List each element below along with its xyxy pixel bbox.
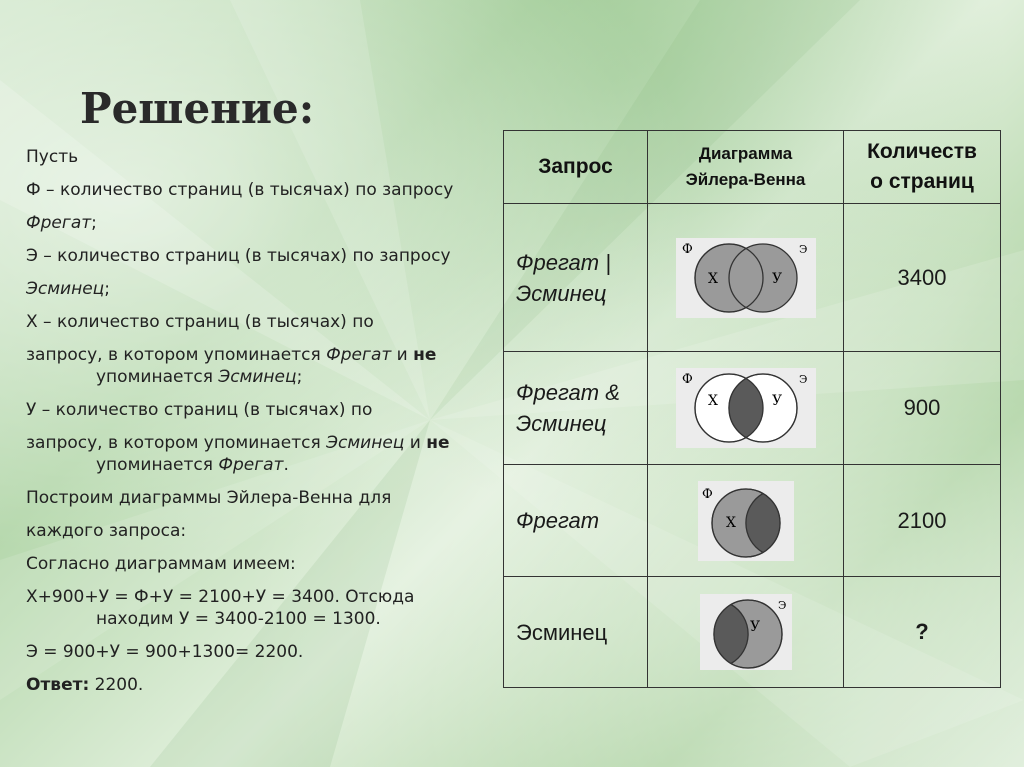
def-y2-text: запросу, в котором упоминается [26,433,327,453]
count-value: ? [915,619,929,644]
venn-label-f: Ф [681,372,693,387]
def-y-line2 [26,432,498,454]
def-f-word: Фрегат [26,213,92,233]
answer-label: Ответ: [26,675,90,695]
query-cell [504,352,648,465]
def-e-word: Эсминец [26,279,105,299]
def-y-line1 [26,399,498,421]
def-f-text: Ф – количество страниц (в тысячах) по запросу [26,180,454,200]
equation-line2 [26,608,498,630]
eq3-text: Э = 900+У = 900+1300= 2200. [26,642,304,662]
eq2-text: находим У = 3400-2100 = 1300. [96,609,381,629]
count-value: 900 [903,395,941,420]
def-x3-text: упоминается [96,367,219,387]
slide-title: Решение: [80,84,315,133]
header-diagram [648,131,844,204]
table-header-row [504,131,1001,204]
venn-label-y: У [749,619,760,635]
header-query-text: Запрос [538,155,613,178]
query-line: Эсминец [516,280,607,306]
def-y1-text: У – количество страниц (в тысячах) по [26,400,373,420]
def-x1-text: Х – количество страниц (в тысячах) по [26,312,374,332]
query-line: Фрегат & [516,380,620,405]
build-line1 [26,487,498,509]
def-x2-and: и [391,345,414,365]
accord-text: Согласно диаграммам имеем: [26,554,296,574]
header-count-line1: Количеств [867,140,977,163]
table-row [504,352,1001,465]
eq1-text: Х+900+У = Ф+У = 2100+У = 3400. Отсюда [26,587,415,607]
query-table [503,130,1001,688]
count-cell [844,465,1001,577]
venn-f-only-diagram [698,481,794,561]
build2-text: каждого запроса: [26,521,187,541]
def-y2-not: не [426,433,450,453]
def-e-text: Э – количество страниц (в тысячах) по запросу [26,246,451,266]
def-y3-word: Фрегат [218,455,284,475]
query-line: Эсминец [516,619,608,645]
count-cell [844,204,1001,352]
venn-cell [648,465,844,577]
venn-cell [648,577,844,688]
equation-line1 [26,586,498,608]
answer-value: 2200. [89,675,144,695]
def-y3-text: упоминается [96,455,219,475]
intro-line [26,146,498,168]
table-row [504,204,1001,352]
count-cell [844,577,1001,688]
venn-label-y: У [771,393,782,409]
count-value: 2100 [897,507,947,533]
table-row [504,465,1001,577]
intro-text: Пусть [26,147,79,167]
venn-label-y: У [771,270,782,287]
venn-label-x: Х [725,514,736,531]
venn-label-f: Ф [681,241,693,257]
def-y-line3 [26,454,498,476]
def-y3-end: . [283,455,289,475]
def-e-word-line [26,278,498,300]
solution-text [26,146,498,696]
venn-label-x: Х [707,393,718,409]
def-f-word-line [26,212,498,234]
venn-intersection-diagram [676,368,816,448]
query-line: Фрегат [516,508,600,533]
count-value: 3400 [897,264,947,290]
def-f-end: ; [91,213,97,233]
venn-label-e: Э [777,599,786,612]
def-x-line2 [26,344,498,366]
def-x2-not: не [413,345,437,365]
table-row [504,577,1001,688]
venn-label-e: Э [798,373,807,386]
venn-cell [648,204,844,352]
def-x3-word: Эсминец [218,367,297,387]
query-cell [504,577,648,688]
def-y2-and: и [404,433,427,453]
venn-union-diagram [676,238,816,318]
query-line: Эсминец [516,411,607,436]
venn-label-e: Э [798,242,807,256]
query-cell [504,204,648,352]
def-e-end: ; [104,279,110,299]
def-e-line [26,245,498,267]
header-diagram-line2: Эйлера-Венна [685,170,806,189]
def-x2-text: запросу, в котором упоминается [26,345,327,365]
header-count [844,131,1001,204]
def-x-line1 [26,311,498,333]
def-f-line [26,179,498,201]
accord-line [26,553,498,575]
build-line2 [26,520,498,542]
def-x-line3 [26,366,498,388]
query-cell [504,465,648,577]
venn-label-x: Х [707,270,718,287]
venn-label-f: Ф [701,486,713,502]
header-diagram-line1: Диаграмма [698,144,793,163]
header-count-line2: о страниц [870,170,974,193]
def-y2-word: Эсминец [326,433,405,453]
header-query [504,131,648,204]
venn-e-only-diagram [700,594,792,670]
count-cell [844,352,1001,465]
venn-cell [648,352,844,465]
answer-line [26,674,498,696]
def-x3-end: ; [296,367,303,387]
equation-line3 [26,641,498,663]
query-line: Фрегат | [516,249,611,275]
def-x2-word: Фрегат [326,345,392,365]
build1-text: Построим диаграммы Эйлера-Венна для [26,488,392,508]
